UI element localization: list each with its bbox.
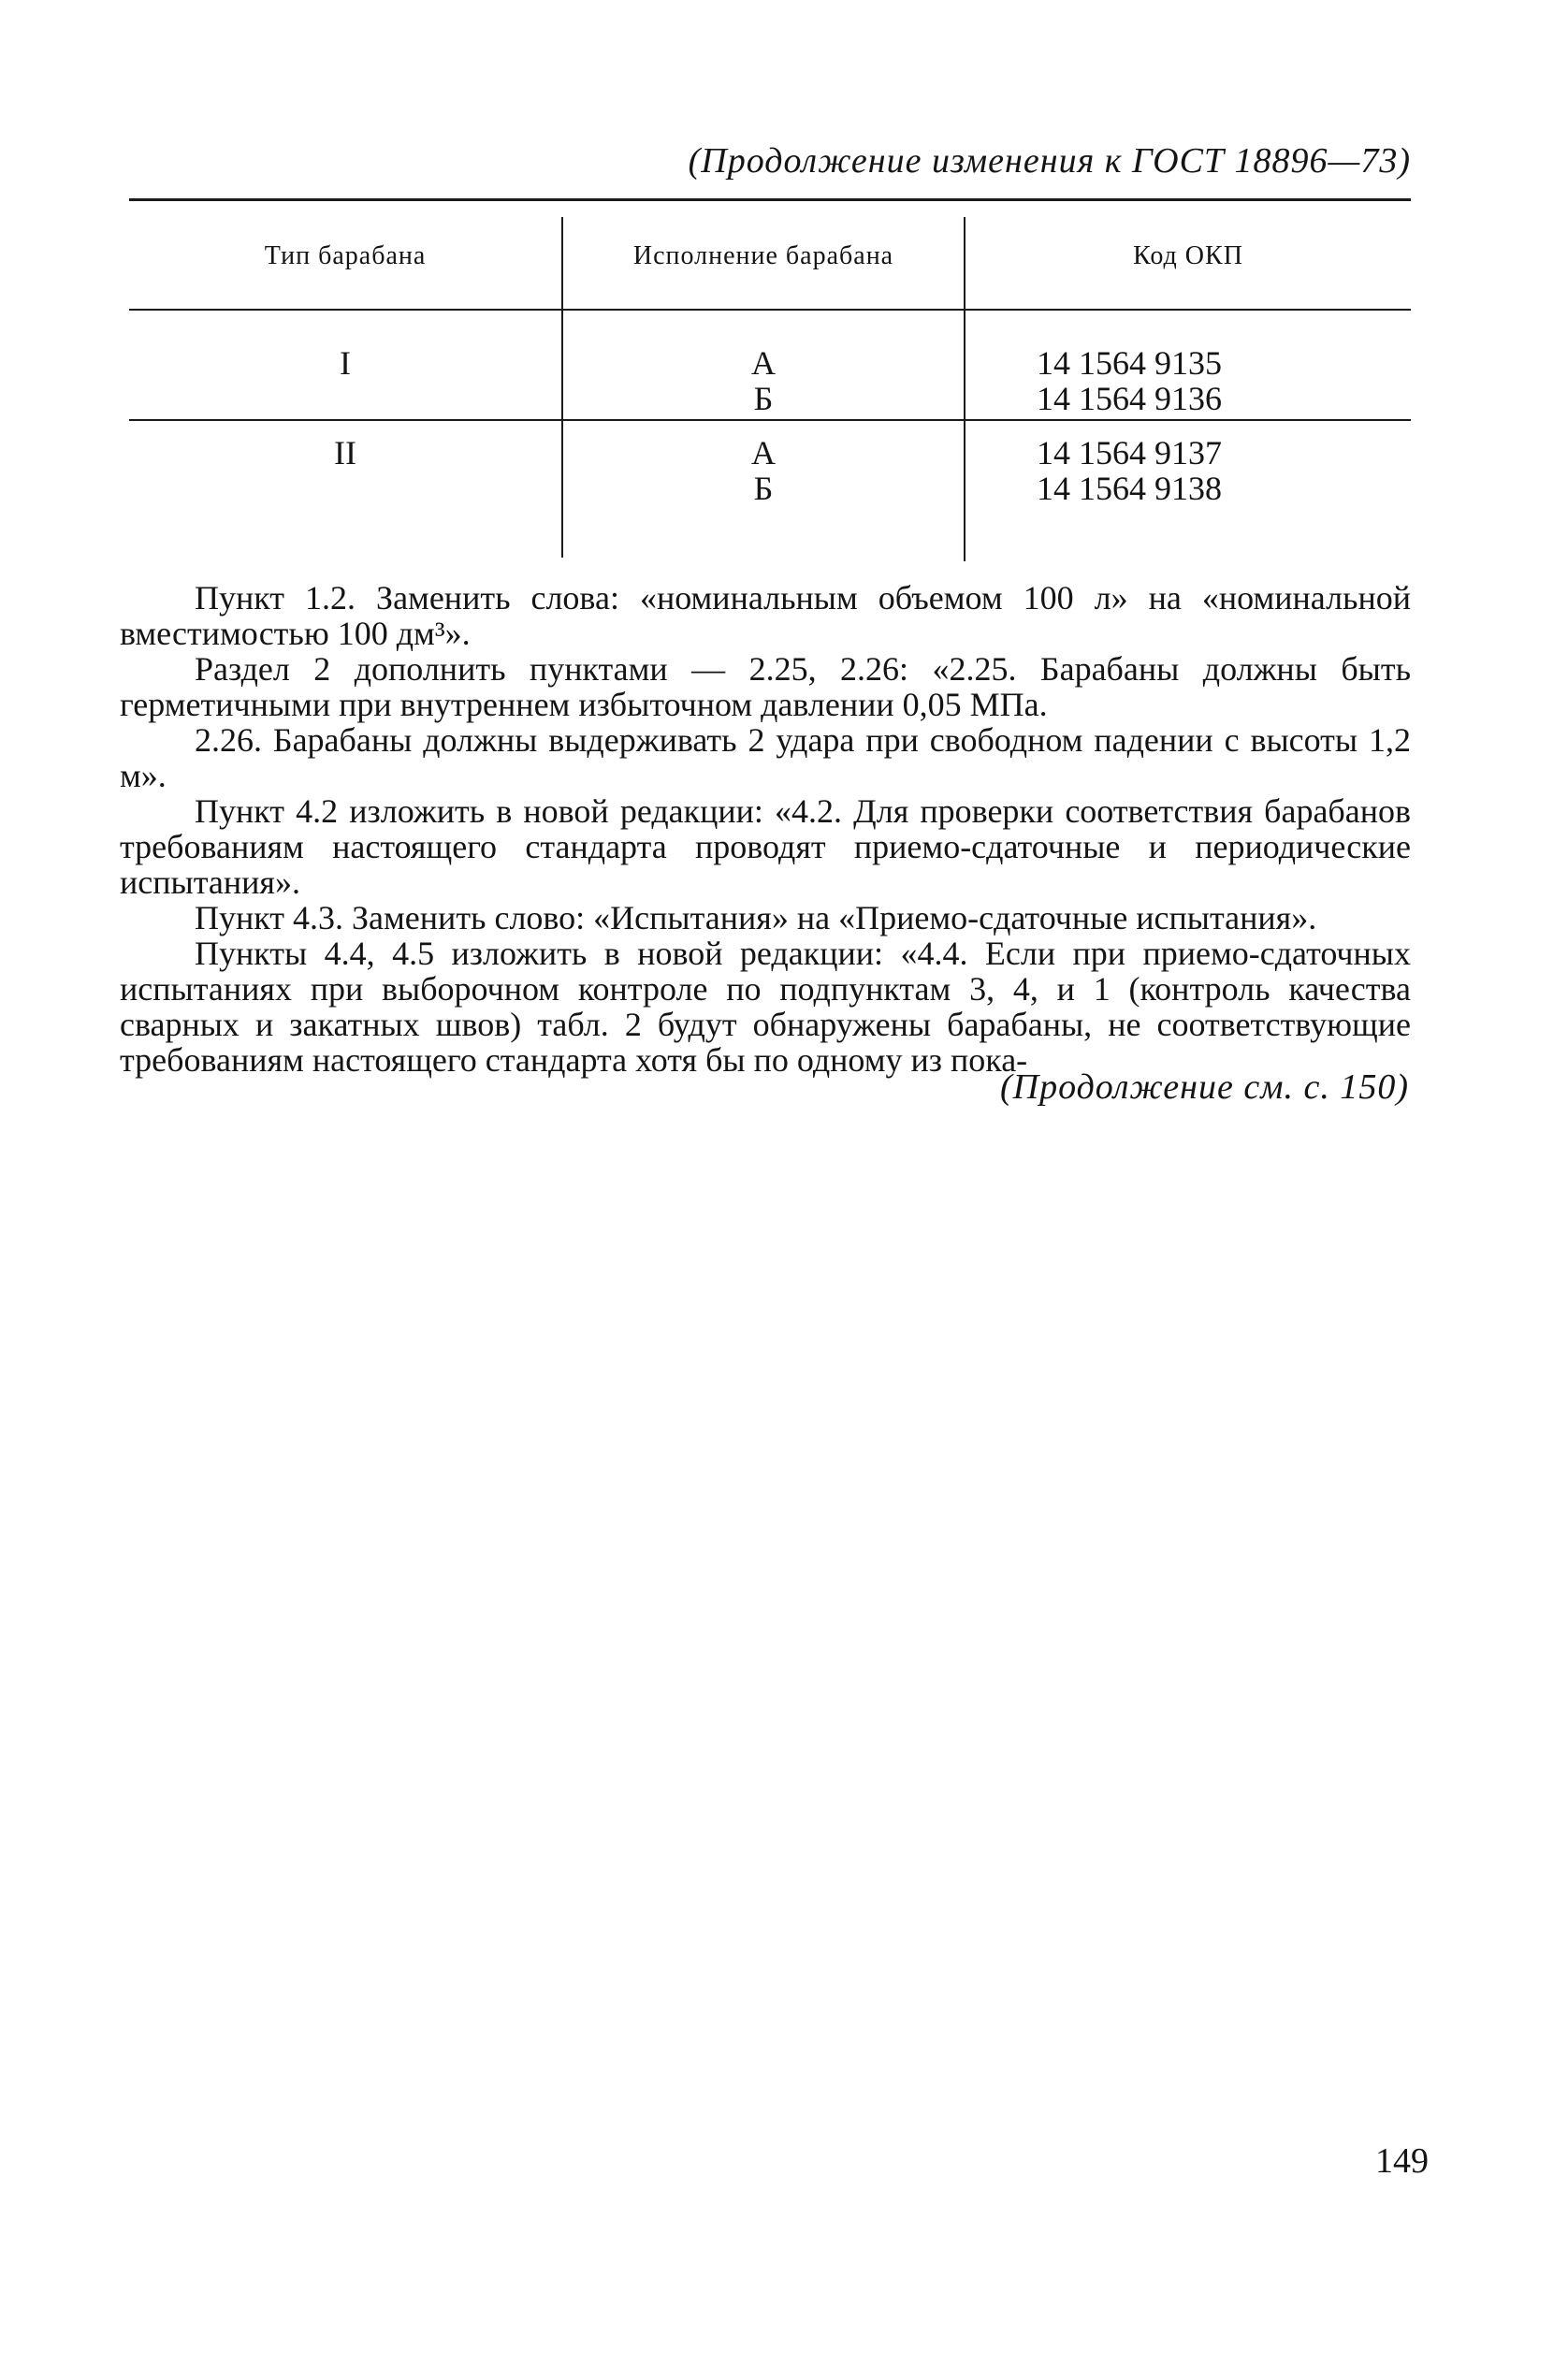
paragraph-item-1-2: Пункт 1.2. Заменить слова: «номинальным объемом 100 л» на «номинальной вместимостью 100 дм³».	[120, 579, 1411, 652]
continuation-footer: (Продолжение см. с. 150)	[999, 1067, 1409, 1107]
table-row-2-version-b: Б	[753, 470, 774, 507]
table-row-1-code-b: 14 1564 9136	[1037, 380, 1222, 417]
table-row-2-code-a: 14 1564 9137	[1037, 434, 1222, 472]
paragraph-item-2-26: 2.26. Барабаны должны выдерживать 2 удара при свободном падении с высоты 1,2 м».	[120, 721, 1411, 794]
drum-code-table	[129, 198, 1411, 563]
page-number: 149	[1375, 2141, 1429, 2181]
paragraph-items-4-4-4-5: Пункты 4.4, 4.5 изложить в новой редакции: «4.4. Если при приемо-сдаточных испытаниях при выборочном контроле по подпунктам 3, 4, и 1 (контроль качества сварных и закатных швов) табл. 2 будут обнаружены барабаны, не соответствующие требованиям настоящего стандарта хотя бы по одному из пока-	[120, 935, 1411, 1079]
table-row-2-type: II	[334, 434, 356, 472]
column-header-drum-type: Тип барабана	[264, 241, 427, 270]
column-header-okp-code: Код ОКП	[1133, 241, 1243, 270]
table-row-2-version-a: А	[751, 434, 776, 472]
table-header-rule	[129, 309, 1411, 311]
paragraph-section-2: Раздел 2 дополнить пунктами — 2.25, 2.26: «2.25. Барабаны должны быть герметичными при внутреннем избыточном давлении 0,05 МПа.	[120, 650, 1411, 723]
table-row-2-code-b: 14 1564 9138	[1037, 470, 1222, 507]
table-row-1-type: I	[340, 344, 351, 382]
table-row-1-version-b: Б	[753, 380, 774, 417]
paragraph-item-4-2: Пункт 4.2 изложить в новой редакции: «4.2. Для проверки соответствия барабанов требованиям настоящего стандарта проводят приемо-сдаточные и периодические испытания».	[120, 792, 1411, 901]
column-header-drum-version: Исполнение барабана	[632, 241, 894, 270]
table-top-rule	[129, 198, 1411, 201]
amendment-text	[120, 580, 1411, 1078]
continuation-header: (Продолжение изменения к ГОСТ 18896—73)	[688, 141, 1411, 181]
paragraph-item-4-3: Пункт 4.3. Заменить слово: «Испытания» на «Приемо-сдаточные испытания».	[195, 899, 1317, 936]
table-row-1-version-a: А	[751, 344, 776, 382]
table-row-1-code-a: 14 1564 9135	[1037, 344, 1222, 382]
table-row-rule	[129, 419, 1411, 421]
